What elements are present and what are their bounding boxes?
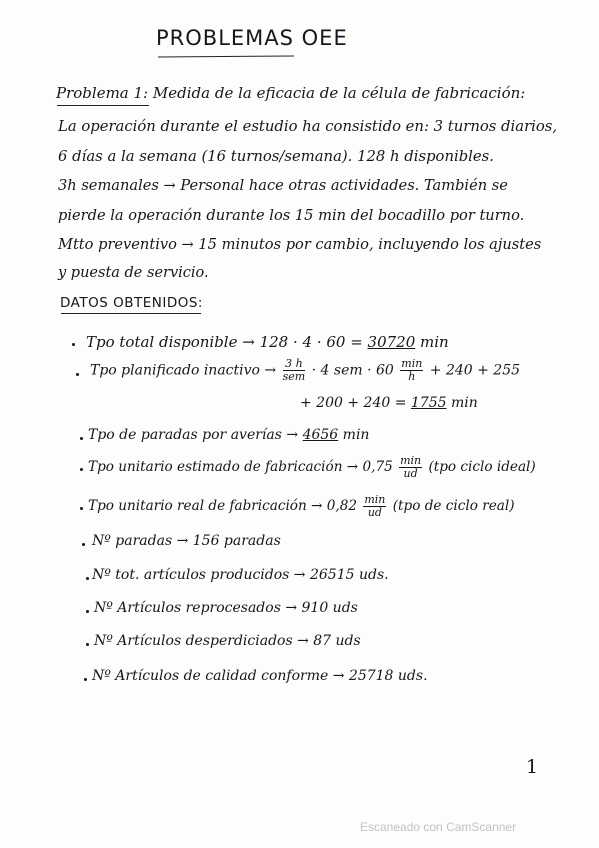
data-item-real-cycle: [88, 494, 515, 519]
datos-heading: DATOS OBTENIDOS:: [60, 295, 203, 311]
data-item-total-produced: Nº tot. artículos producidos → 26515 uds.: [92, 567, 389, 583]
statement-line: La operación durante el estudio ha consistido en: 3 turnos diarios,: [58, 118, 558, 135]
item-text: Tpo unitario estimado de fabricación → 0,75: [88, 459, 398, 475]
problem-heading-label: Problema 1:: [56, 84, 149, 102]
statement-line: Mtto preventivo → 15 minutos por cambio, incluyendo los ajustes: [58, 236, 542, 253]
item-text: + 240 + 255: [425, 362, 521, 379]
bullet: [86, 610, 89, 613]
fraction-den: sem: [282, 370, 306, 383]
item-text: (tpo ciclo ideal): [424, 459, 536, 475]
problem-heading-text: Medida de la eficacia de la célula de fabricación:: [152, 84, 526, 102]
item-result: 30720: [367, 333, 416, 351]
title-underline: [158, 56, 294, 58]
bullet: [82, 543, 85, 546]
data-item-planned-idle: [90, 358, 520, 383]
item-result: 1755: [410, 395, 447, 411]
fraction-den: ud: [367, 506, 382, 519]
item-text: Tpo unitario real de fabricación → 0,82: [88, 498, 362, 514]
page-number: 1: [526, 756, 539, 778]
fraction-num: 3 h: [283, 358, 306, 371]
statement-line: 3h semanales → Personal hace otras actividades. También se: [58, 177, 508, 194]
data-item-planned-idle-cont: [300, 395, 478, 411]
bullet: [86, 643, 89, 646]
item-unit: min: [415, 333, 449, 351]
data-item-total-time: [86, 333, 449, 351]
datos-underline: [61, 313, 201, 314]
bullet: [80, 437, 83, 440]
bullet: [72, 343, 75, 346]
bullet: [86, 577, 89, 580]
page-title: PROBLEMAS OEE: [156, 26, 348, 50]
bullet: [80, 468, 83, 471]
bullet: [76, 373, 79, 376]
item-text: Tpo total disponible → 128 · 4 · 60 =: [86, 333, 368, 351]
data-item-ideal-cycle: [88, 455, 536, 480]
data-item-reprocessed: Nº Artículos reprocesados → 910 uds: [94, 600, 358, 616]
data-item-stops: Nº paradas → 156 paradas: [92, 533, 281, 549]
item-text: Tpo planificado inactivo →: [90, 362, 281, 379]
fraction-num: min: [400, 454, 422, 467]
fraction: [363, 494, 386, 519]
statement-line: y puesta de servicio.: [58, 265, 209, 281]
fraction-den: ud: [403, 467, 418, 480]
item-text: Tpo de paradas por averías →: [88, 427, 303, 443]
item-unit: min: [446, 395, 478, 411]
problem-heading-underline: [57, 105, 149, 106]
fraction: [400, 358, 423, 383]
bullet: [80, 507, 83, 510]
item-text: · 4 sem · 60: [307, 362, 399, 379]
data-item-scrapped: Nº Artículos desperdiciados → 87 uds: [94, 633, 361, 649]
item-unit: min: [338, 427, 370, 443]
fraction: [283, 358, 306, 383]
data-item-failure-time: [88, 427, 369, 443]
problem-heading: [56, 84, 525, 102]
item-result: 4656: [302, 427, 339, 443]
statement-line: 6 días a la semana (16 turnos/semana). 128 h disponibles.: [58, 148, 494, 165]
statement-line: pierde la operación durante los 15 min del bocadillo por turno.: [58, 207, 525, 224]
fraction-num: min: [364, 493, 386, 506]
fraction-den: h: [408, 370, 416, 383]
scanner-watermark: Escaneado con CamScanner: [360, 820, 517, 834]
fraction: [399, 455, 422, 480]
fraction-num: min: [401, 357, 423, 370]
item-text: (tpo de ciclo real): [388, 498, 515, 514]
bullet: [84, 678, 87, 681]
item-text: + 200 + 240 =: [300, 395, 411, 411]
data-item-conforming: Nº Artículos de calidad conforme → 25718 uds.: [92, 668, 428, 684]
